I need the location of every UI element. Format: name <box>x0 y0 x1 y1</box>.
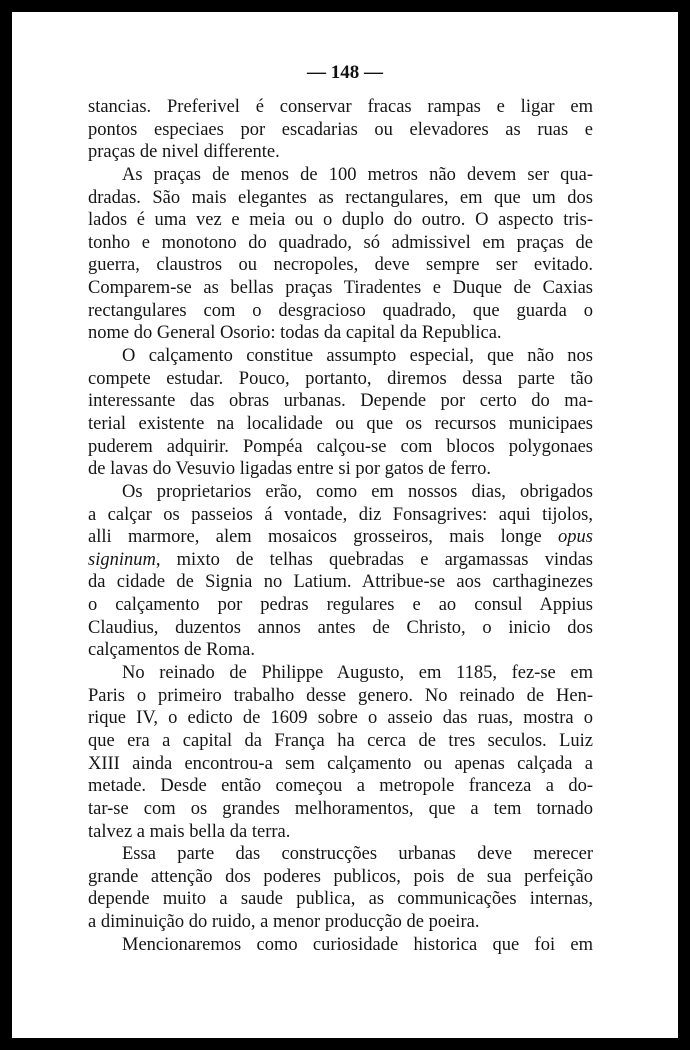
text-line <box>88 232 593 255</box>
text-line <box>88 504 593 527</box>
text-line <box>88 549 593 572</box>
text-line <box>88 436 593 459</box>
text-line <box>88 571 593 594</box>
line-text: que era a capital da França ha cerca de tres seculos. Luiz <box>88 730 593 751</box>
text-line <box>88 209 593 232</box>
line-text: guerra, claustros ou necropoles, deve sempre ser evitado. <box>88 255 593 276</box>
text-line <box>88 617 593 640</box>
text-line <box>88 345 593 368</box>
text-line <box>88 96 593 119</box>
text-line <box>88 662 593 685</box>
text-line <box>88 866 593 889</box>
text-line <box>88 685 593 708</box>
line-text: a calçar os passeios á vontade, diz Fonsagrives: aqui tijolos, <box>88 504 593 525</box>
text-line <box>88 481 593 504</box>
line-text: compete estudar. Pouco, portanto, diremos dessa parte tão <box>88 368 593 389</box>
line-text: rectangulares com o desgracioso quadrado, que guarda o <box>88 300 593 321</box>
line-text: Paris o primeiro trabalho desse genero. No reinado de Hen- <box>88 685 593 706</box>
text-line <box>88 911 593 934</box>
line-text: Os proprietarios erão, como em nossos dias, obrigados <box>122 481 593 502</box>
line-text: talvez a mais bella da terra. <box>88 821 291 842</box>
line-text: nome do General Osorio: todas da capital da Republica. <box>88 323 502 344</box>
text-line <box>88 413 593 436</box>
text-line <box>88 368 593 391</box>
italic-text: opus <box>558 527 593 548</box>
text-line <box>88 594 593 617</box>
text-line <box>88 300 593 323</box>
text-line <box>88 458 593 481</box>
text-line <box>88 798 593 821</box>
line-text: da cidade de Signia no Latium. Attribue-se aos carthaginezes <box>88 572 593 593</box>
line-text: calçamentos de Roma. <box>88 640 255 661</box>
line-text: grande attenção dos poderes publicos, pois de sua perfeição <box>88 866 593 887</box>
body-text <box>88 96 593 956</box>
text-line <box>88 934 593 957</box>
text-line <box>88 119 593 142</box>
line-text: alli marmore, alem mosaicos grosseiros, mais longe <box>88 527 559 548</box>
text-line <box>88 730 593 753</box>
text-line <box>88 254 593 277</box>
italic-text: signinum <box>88 549 156 570</box>
line-text: stancias. Preferivel é conservar fracas rampas e ligar em <box>88 97 593 117</box>
text-line <box>88 390 593 413</box>
line-text: puderem adquirir. Pompéa calçou-se com blocos polygonaes <box>88 436 593 457</box>
text-line <box>88 707 593 730</box>
text-line <box>88 164 593 187</box>
text-line <box>88 775 593 798</box>
page-number: — 148 — <box>307 62 383 83</box>
line-text: o calçamento por pedras regulares e ao consul Appius <box>88 595 593 616</box>
line-text: de lavas do Vesuvio ligadas entre si por gatos de ferro. <box>88 459 491 480</box>
line-text: pontos especiaes por escadarias ou elevadores as ruas e <box>88 119 593 140</box>
text-line <box>88 322 593 345</box>
text-line <box>88 888 593 911</box>
line-text: Claudius, duzentos annos antes de Christo, o inicio dos <box>88 617 593 638</box>
line-text: tar-se com os grandes melhoramentos, que a tem tornado <box>88 798 593 819</box>
text-line <box>88 187 593 210</box>
line-text: lados é uma vez e meia ou o duplo do outro. O aspecto tris- <box>88 210 593 231</box>
line-text: interessante das obras urbanas. Depende por certo do ma- <box>88 391 593 412</box>
line-text: metade. Desde então começou a metropole franceza a do- <box>88 776 593 797</box>
line-text: Comparem-se as bellas praças Tiradentes e Duque de Caxias <box>88 278 593 299</box>
text-line <box>88 639 593 662</box>
line-text: dradas. São mais elegantes as rectangulares, em que um dos <box>88 187 593 208</box>
text-line <box>88 821 593 844</box>
line-text: XIII ainda encontrou-a sem calçamento ou apenas calçada a <box>88 753 593 774</box>
line-text: As praças de menos de 100 metros não devem ser qua- <box>122 164 593 185</box>
line-text: terial existente na localidade ou que os recursos municipaes <box>88 413 593 434</box>
line-text: Essa parte das construcções urbanas deve merecer <box>122 844 593 865</box>
line-text: Mencionaremos como curiosidade historica que foi em <box>122 934 593 955</box>
book-page <box>12 12 678 1038</box>
text-line <box>88 526 593 549</box>
text-line <box>88 141 593 164</box>
line-text: rique IV, o edicto de 1609 sobre o asseio das ruas, mostra o <box>88 708 593 729</box>
line-text: O calçamento constitue assumpto especial, que não nos <box>122 346 593 367</box>
text-line <box>88 277 593 300</box>
line-text: praças de nivel differente. <box>88 142 280 163</box>
line-text: tonho e monotono do quadrado, só admissivel em praças de <box>88 232 593 253</box>
text-line <box>88 753 593 776</box>
line-text: depende muito a saude publica, as communicações internas, <box>88 889 593 910</box>
line-text: No reinado de Philippe Augusto, em 1185, fez-se em <box>122 663 593 684</box>
line-text: , mixto de telhas quebradas e argamassas vindas <box>155 549 593 570</box>
line-text: a diminuição do ruido, a menor producção de poeira. <box>88 912 480 933</box>
text-line <box>88 843 593 866</box>
